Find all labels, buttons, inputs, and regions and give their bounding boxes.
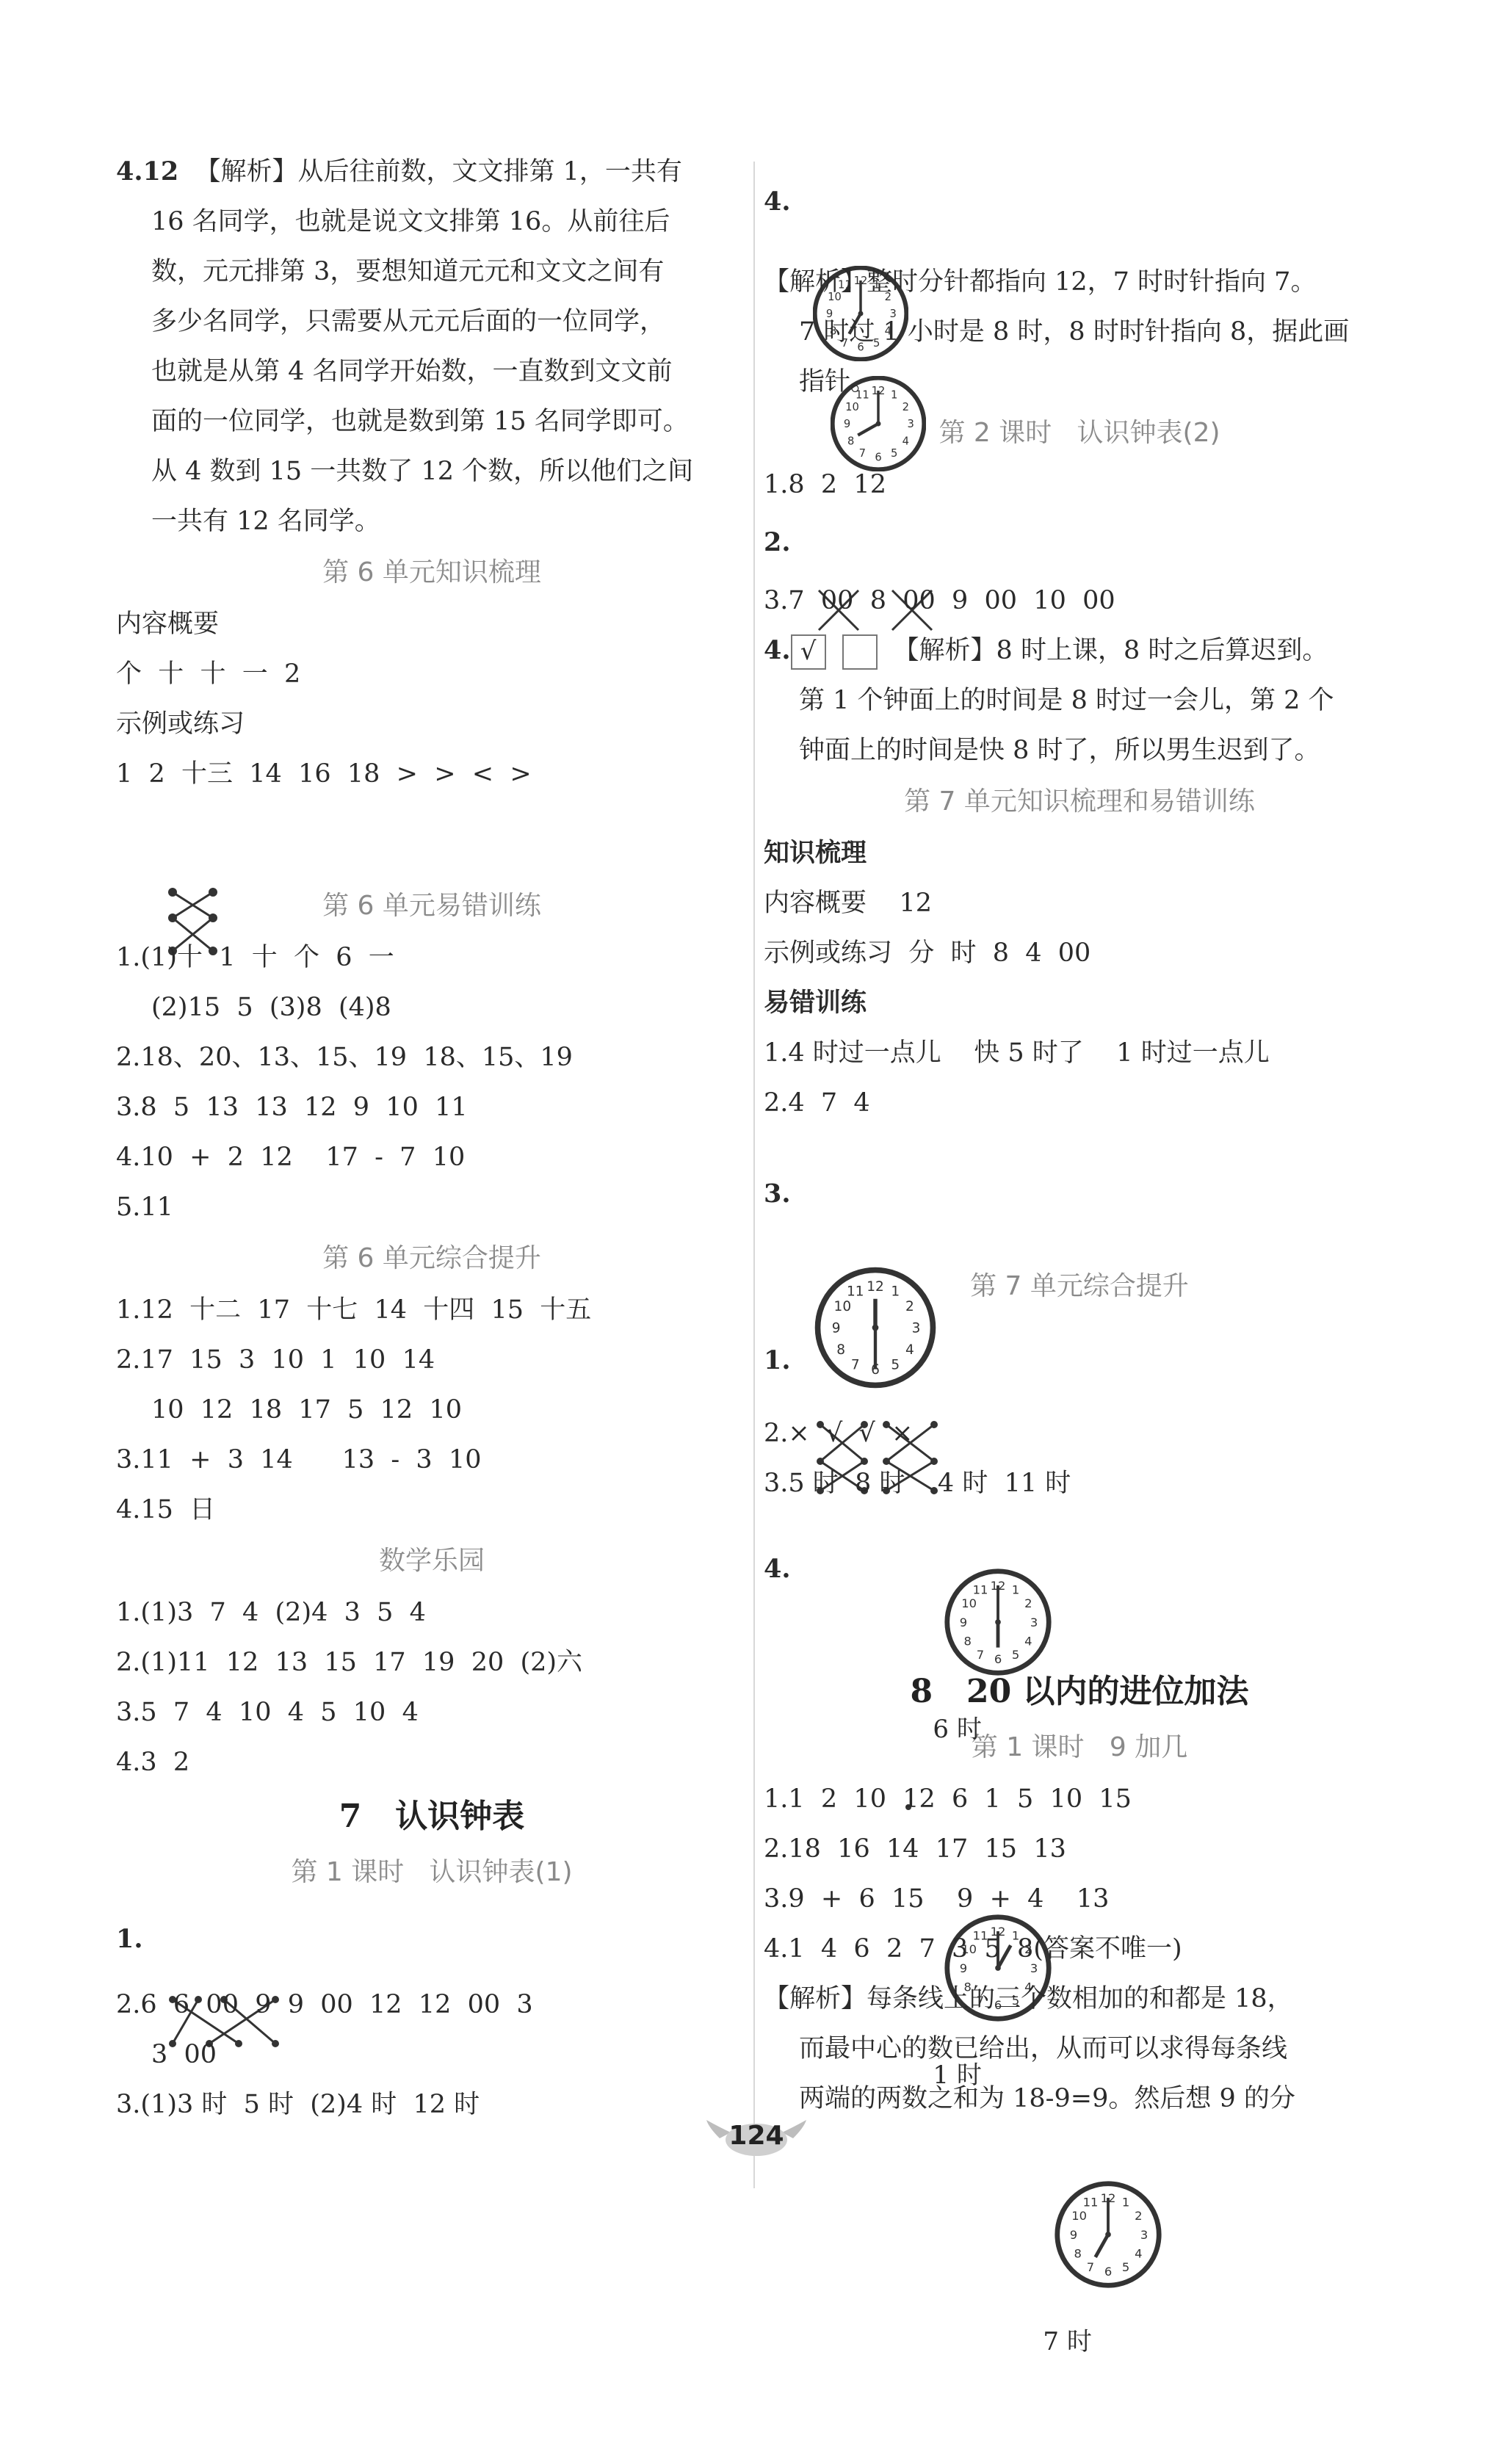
sub-heading: 知识梳理: [764, 839, 867, 868]
question-number: 1.: [116, 1924, 143, 1954]
answer-line: 10 12 18 17 5 12 10: [151, 1395, 462, 1425]
analysis-tag: 【解析】: [195, 157, 298, 187]
analysis-line: 钟面上的时间是快 8 时了，所以男生迟到了。: [799, 736, 1320, 765]
analysis-text: 【解析】8 时上课，8 时之后算迟到。: [893, 636, 1328, 665]
section-heading: 第 7 单元综合提升: [970, 1271, 1189, 1301]
answer-line: 2.(1)11 12 13 15 17 19 20 (2)六: [116, 1648, 583, 1677]
answer-line: (2)15 5 (3)8 (4)8: [151, 993, 391, 1022]
answer-line: 4.3 2: [116, 1748, 190, 1777]
answer-line: 多少名同学，只需要从元元后面的一位同学，: [151, 307, 666, 336]
answer-line: 2.17 15 3 10 1 10 14: [116, 1345, 435, 1375]
answer-line: 也就是从第 4 名同学开始数，一直数到文文前: [151, 357, 673, 386]
answer-line: 4.10 + 2 12 17 - 7 10: [116, 1143, 466, 1172]
clock-item: [861, 1538, 1053, 1804]
answer-line: 1.8 2 12: [764, 470, 886, 499]
chapter-title: 7 认识钟表: [339, 1798, 525, 1835]
analysis-text: 从后往前数，文文排第 1，一共有: [297, 157, 682, 187]
answer-line: 3.5 7 4 10 4 5 10 4: [116, 1698, 419, 1727]
checked-box: √: [791, 634, 826, 670]
analysis-line: 【解析】每条线上的三个数相加的和都是 18，: [764, 1984, 1293, 2013]
analysis-line: 两端的两数之和为 18-9=9。然后想 9 的分: [799, 2084, 1295, 2113]
answer-line: 4.15 日: [116, 1495, 216, 1524]
question-number: 2.: [764, 527, 791, 557]
answer-line: 示例或练习 分 时 8 4 00: [764, 938, 1091, 968]
clock-label: 6 时: [933, 1715, 982, 1744]
answer-line: 3 00: [151, 2040, 217, 2069]
clock-answer-row: [764, 147, 1395, 257]
section-heading: 数学乐园: [378, 1546, 485, 1576]
answer-line: 16 名同学，也就是说文文排第 16。从前往后: [151, 207, 670, 236]
answer-line: 2.4 7 4: [764, 1088, 870, 1118]
chapter-title: 8 20 以内的进位加法: [910, 1673, 1249, 1710]
matching-diagram-row: [116, 1899, 748, 1980]
answer-line: 1.4 时过一点儿 快 5 时了 1 时过一点儿: [764, 1038, 1270, 1068]
section-heading: 第 6 单元知识梳理: [322, 557, 541, 587]
answer-line: 2.18 16 14 17 15 13: [764, 1834, 1066, 1864]
clock-label: 1 时: [933, 2060, 982, 2090]
answer-line: 从 4 数到 15 一共数了 12 个数，所以他们之间: [151, 457, 694, 486]
answer-line: 2.6 6 00 9 9 00 12 12 00 3: [116, 1990, 533, 2019]
clock-label: 7 时: [1043, 2327, 1092, 2356]
empty-box: [842, 634, 878, 670]
answer-line: 3.5 时 8 时 4 时 11 时: [764, 1469, 1071, 1498]
content-label: 内容概要: [116, 609, 220, 639]
answer-line: 3.11 + 3 14 13 - 3 10: [116, 1445, 482, 1475]
section-heading: 第 1 课时 认识钟表(1): [291, 1857, 573, 1887]
answer-line: 个 十 十 一 2: [116, 659, 301, 689]
analysis-line: 7 时过 1 小时是 8 时，8 时时针指向 8，据此画: [799, 317, 1350, 347]
answer-line: 1.(1)3 7 4 (2)4 3 5 4: [116, 1598, 426, 1627]
answer-line: 4.1 4 6 2 7 3 5 8(答案不唯一): [764, 1934, 1182, 1964]
question-number: 4.: [764, 635, 791, 665]
answer-line: 5.11: [116, 1193, 173, 1222]
matching-diagram-row: [764, 1313, 1395, 1408]
column-divider: [753, 162, 755, 2188]
answer-line: 3.7 00 8 00 9 00 10 00: [764, 586, 1115, 615]
answer-line: 数，元元排第 3，要想知道元元和文文之间有: [151, 257, 665, 286]
answer-line: 1.1 2 10 12 6 1 5 10 15: [764, 1784, 1132, 1814]
matching-diagram-row: [116, 799, 748, 880]
sub-heading: 易错训练: [764, 988, 867, 1018]
section-heading: 第 6 单元易错训练: [322, 891, 541, 921]
question-number: 1.: [764, 1345, 791, 1375]
page-number: 124: [728, 2121, 784, 2151]
answer-line: 面的一位同学，也就是数到第 15 名同学即可。: [151, 407, 689, 436]
answer-line: 2.18、20、13、15、19 18、15、19: [116, 1043, 573, 1072]
content-label: 示例或练习: [116, 709, 245, 739]
analysis-line: 【解析】整时分针都指向 12，7 时时针指向 7。: [764, 267, 1317, 297]
section-heading: 第 6 单元综合提升: [322, 1243, 541, 1273]
question-number: 4.: [764, 187, 791, 217]
question-number: 4.: [764, 1554, 791, 1584]
question-number: 3.: [764, 1179, 791, 1209]
answer-line: 一共有 12 名同学。: [151, 507, 380, 536]
answer-line: 3.9 + 6 15 9 + 4 13: [764, 1884, 1110, 1914]
left-column: [116, 147, 748, 2229]
clock-answer-row: [764, 1128, 1395, 1260]
question-number: 4.12: [116, 156, 179, 187]
matching-diagram-row: [764, 510, 1395, 576]
answer-line: 内容概要 12: [764, 889, 933, 918]
section-heading: 第 2 课时 认识钟表(2): [938, 418, 1220, 448]
section-heading: 第 1 课时 9 加几: [971, 1732, 1188, 1762]
clock-6-oclock-icon: [943, 1567, 1053, 1677]
answer-line: 3.(1)3 时 5 时 (2)4 时 12 时: [116, 2090, 480, 2119]
answer-line: 2.× √ √ ×: [764, 1419, 914, 1448]
answer-line: [116, 147, 748, 197]
page-number-badge: [705, 2116, 808, 2160]
answer-line: 1.(1)十 1 十 个 6 一: [116, 943, 394, 972]
answer-line: 3.8 5 13 13 12 9 10 11: [116, 1093, 468, 1122]
answer-line: 1 2 十三 14 16 18 > > < >: [116, 759, 532, 789]
analysis-line: 第 1 个钟面上的时间是 8 时过一会儿，第 2 个: [799, 686, 1334, 715]
answer-line: [764, 626, 1395, 676]
right-column: [764, 147, 1395, 2356]
section-heading: 第 7 单元知识梳理和易错训练: [904, 786, 1255, 817]
clock-item: [972, 2150, 1163, 2417]
clock-7-oclock-icon: [1053, 2179, 1163, 2290]
analysis-line: 而最中心的数已给出，从而可以求得每条线: [799, 2034, 1288, 2063]
answer-line: 1.12 十二 17 十七 14 十四 15 十五: [116, 1295, 592, 1325]
analysis-line: 指针。: [799, 367, 877, 397]
